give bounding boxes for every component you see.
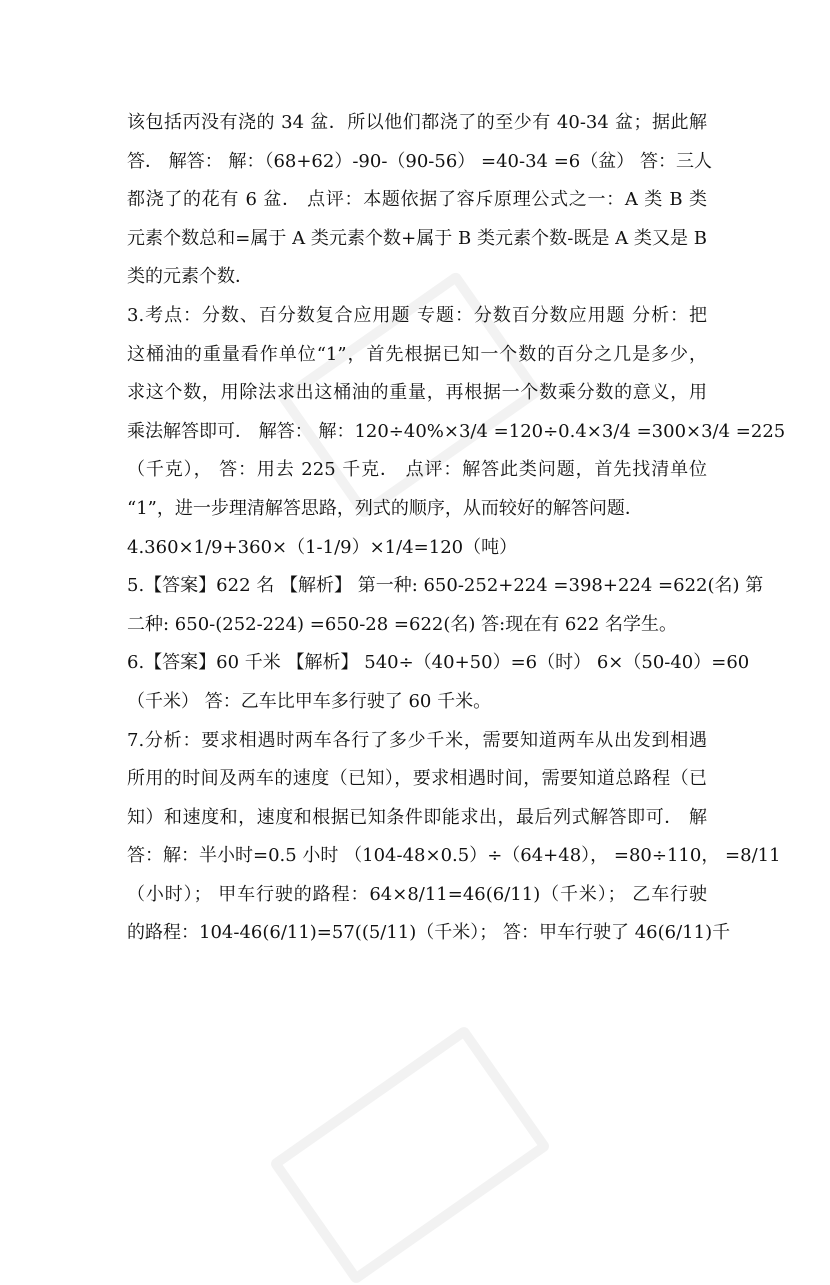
text-line: 知）和速度和，速度和根据已知条件即能求出，最后列式解答即可． 解 — [127, 806, 707, 828]
text-line: （千米） 答：乙车比甲车多行驶了 60 千米。 — [127, 690, 492, 712]
text-line: 类的元素个数． — [127, 266, 253, 288]
text-line: 乘法解答即可． 解答： 解：120÷40%×3/4 =120÷0.4×3/4 =300×3/4 =225 — [127, 420, 786, 442]
text-line: 的路程：104-46(6/11)=57((5/11)（千米）； 答：甲车行驶了 46(6/11)千 — [127, 922, 731, 944]
text-line: 二种: 650-(252-224) =650-28 =622(名) 答:现在有 622 名学生。 — [127, 613, 678, 635]
text-line: 6.【答案】60 千米 【解析】 540÷（40+50）=6（时） 6×（50-40）=60 — [127, 652, 750, 674]
text-line: 都浇了的花有 6 盆． 点评：本题依据了容斥原理公式之一：A 类 B 类 — [127, 189, 707, 211]
answer-text-block — [127, 104, 786, 953]
text-line: 这桶油的重量看作单位“1”，首先根据已知一个数的百分之几是多少， — [127, 343, 707, 365]
text-line: （小时）； 甲车行驶的路程：64×8/11=46(6/11)（千米）； 乙车行驶 — [127, 883, 707, 905]
text-line: 元素个数总和=属于 A 类元素个数+属于 B 类元素个数-既是 A 类又是 B — [127, 227, 707, 249]
text-line: （千克）， 答：用去 225 千克． 点评：解答此类问题，首先找清单位 — [127, 459, 707, 481]
text-line: 求这个数，用除法求出这桶油的重量，再根据一个数乘分数的意义，用 — [127, 382, 707, 404]
text-line: 7.分析：要求相遇时两车各行了多少千米，需要知道两车从出发到相遇 — [127, 729, 707, 751]
text-line: 答． 解答： 解：（68+62）-90-（90-56） =40-34 =6（盆） 答：三人 — [127, 150, 712, 172]
text-line: 所用的时间及两车的速度（已知），要求相遇时间，需要知道总路程（已 — [127, 768, 707, 790]
text-line: 4.360×1/9+360×（1-1/9）×1/4=120（吨） — [127, 536, 518, 558]
text-line: 该包括丙没有浇的 34 盆．所以他们都浇了的至少有 40-34 盆；据此解 — [127, 112, 707, 133]
text-line: 答：解：半小时=0.5 小时 （104-48×0.5）÷（64+48）， =80÷110， =8/11 — [127, 845, 781, 867]
text-line: 5.【答案】622 名 【解析】 第一种: 650-252+224 =398+224 =622(名) 第 — [127, 575, 764, 597]
text-line: “1”，进一步理清解答思路，列式的顺序，从而较好的解答问题． — [127, 497, 643, 519]
text-line: 3.考点：分数、百分数复合应用题 专题：分数百分数应用题 分析：把 — [127, 304, 707, 326]
watermark-logo — [269, 1025, 552, 1285]
